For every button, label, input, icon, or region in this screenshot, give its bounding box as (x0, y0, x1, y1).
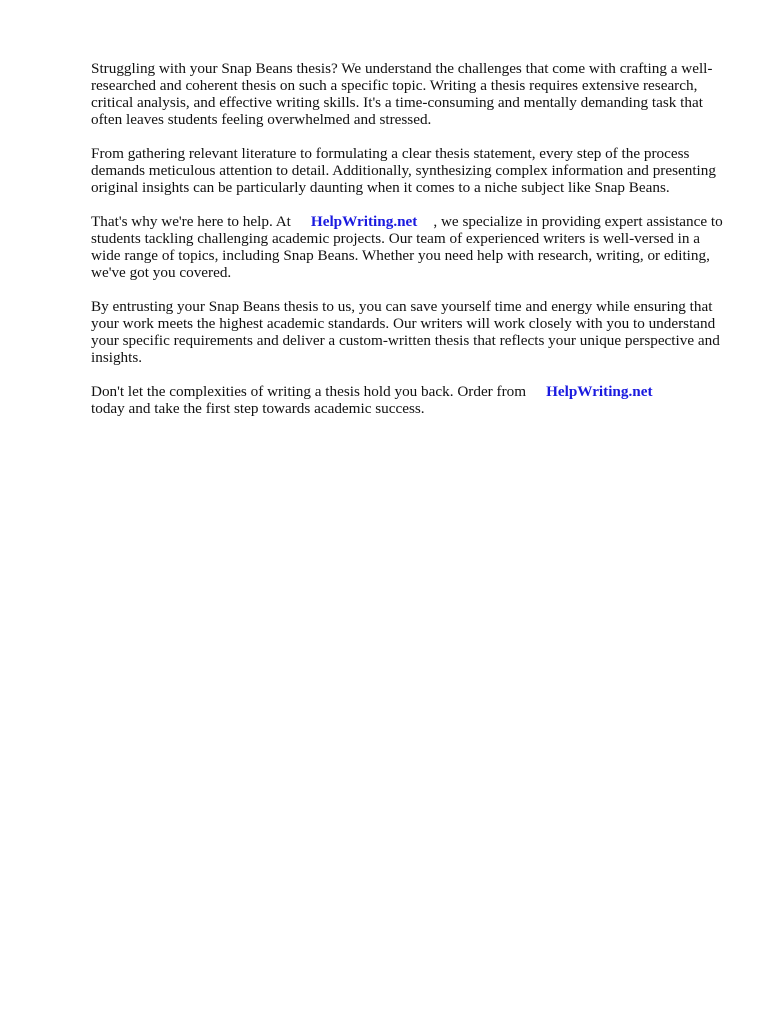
paragraph-entrust: By entrusting your Snap Beans thesis to us, you can save yourself time and energy while ensuring that your work meets the highest academic standards. Our writers will work closely with you to understand your specific requirements and deliver a custom-written thesis that reflects your unique perspective and insights. (91, 298, 720, 366)
paragraph-help (91, 213, 731, 281)
document-body (91, 60, 731, 434)
paragraph-order-before: Don't let the complexities of writing a thesis hold you back. Order from (91, 383, 527, 400)
helpwriting-link[interactable]: HelpWriting.net (546, 383, 653, 400)
paragraph-order-after: today and take the first step towards academic success. (91, 400, 425, 417)
paragraph-order (91, 383, 731, 417)
helpwriting-link[interactable]: HelpWriting.net (310, 213, 418, 230)
paragraph-help-after: , we specialize in providing expert assistance to students tackling challenging academic projects. Our team of experienced writers is well-versed in a wide range of topics, including Snap Beans. Whether you need help with research, writing, or editing, we've got you covered. (91, 213, 723, 281)
paragraph-help-before: That's why we're here to help. At (91, 213, 291, 230)
paragraph-intro: Struggling with your Snap Beans thesis? We understand the challenges that come with crafting a well-researched and coherent thesis on such a specific topic. Writing a thesis requires extensive research, critical analysis, and effective writing skills. It's a time-consuming and mentally demanding task that often leaves students feeling overwhelmed and stressed. (91, 60, 713, 128)
paragraph-process: From gathering relevant literature to formulating a clear thesis statement, every step of the process demands meticulous attention to detail. Additionally, synthesizing complex information and presenting original insights can be particularly daunting when it comes to a niche subject like Snap Beans. (91, 145, 716, 196)
